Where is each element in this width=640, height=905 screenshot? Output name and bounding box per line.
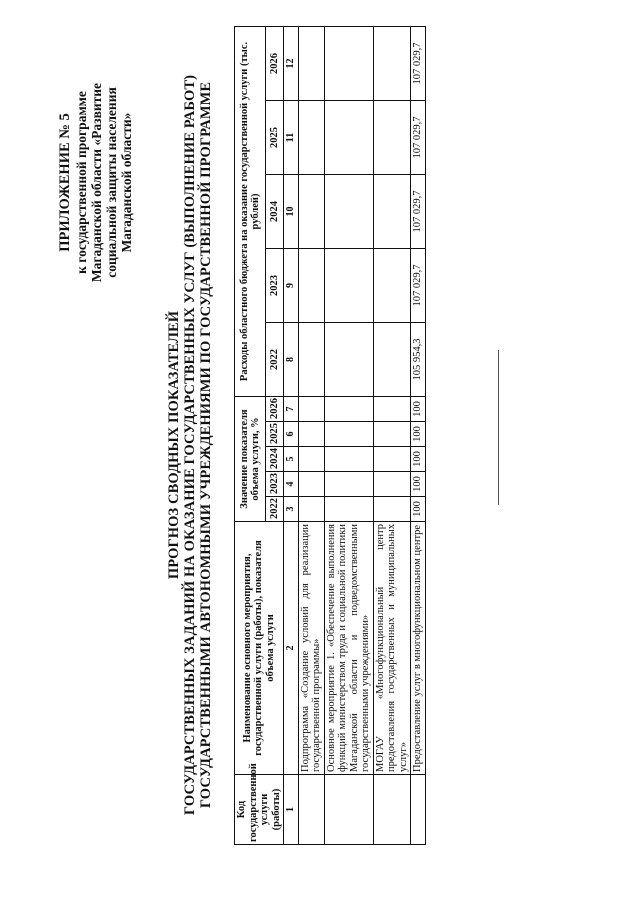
cell-volume	[373, 472, 411, 497]
table-row	[373, 26, 411, 844]
cell-volume	[298, 472, 324, 497]
cell-volume	[298, 497, 324, 522]
cell-volume	[324, 497, 373, 522]
header-volume-year: 2023	[266, 472, 284, 497]
header-volume: Значение показателя объема услуги, %	[235, 396, 266, 521]
title-line: ГОСУДАРСТВЕННЫМИ АВТОНОМНЫМИ УЧРЕЖДЕНИЯМИ ПО ГОСУДАРСТВЕННОЙ ПРОГРАММЕ	[198, 81, 214, 809]
column-index-row	[284, 26, 299, 844]
table-row	[324, 26, 373, 844]
cell-budget	[324, 26, 373, 100]
column-index: 3	[284, 497, 299, 522]
cell-name: Подпрограмма «Создание условий для реализации государственной программы»	[298, 522, 324, 775]
cell-volume: 100	[411, 447, 426, 472]
title-line: ПРОГНОЗ СВОДНЫХ ПОКАЗАТЕЛЕЙ	[166, 310, 182, 580]
cell-budget: 107 029,7	[411, 100, 426, 174]
column-index: 7	[284, 396, 299, 421]
column-index: 6	[284, 422, 299, 447]
header-budget-year: 2026	[266, 26, 284, 100]
column-index: 2	[284, 522, 299, 775]
column-index: 11	[284, 100, 299, 174]
column-index: 5	[284, 447, 299, 472]
cell-volume	[324, 447, 373, 472]
cell-volume: 100	[411, 497, 426, 522]
cell-volume	[373, 497, 411, 522]
header-volume-year: 2022	[266, 497, 284, 522]
cell-code	[411, 775, 426, 845]
cell-volume: 100	[411, 422, 426, 447]
cell-budget	[324, 100, 373, 174]
cell-volume	[324, 422, 373, 447]
header-budget-year: 2022	[266, 322, 284, 396]
cell-budget: 107 029,7	[411, 174, 426, 248]
header-name: Наименование основного мероприятия, государственной услуги (работы), показателя объема услуги	[235, 522, 284, 775]
cell-volume	[298, 447, 324, 472]
header-budget: Расходы областного бюджета на оказание государственной услуги (тыс. рублей)	[235, 26, 266, 396]
appendix-number: ПРИЛОЖЕНИЕ № 5	[57, 113, 73, 252]
title-line: ГОСУДАРСТВЕННЫХ ЗАДАНИЙ НА ОКАЗАНИЕ ГОСУДАРСТВЕННЫХ УСЛУГ (ВЫПОЛНЕНИЕ РАБОТ)	[182, 74, 198, 816]
cell-volume	[373, 422, 411, 447]
cell-budget: 107 029,7	[411, 26, 426, 100]
indicators-table	[234, 26, 426, 845]
cell-code	[324, 775, 373, 845]
cell-volume	[324, 396, 373, 421]
document-title	[166, 25, 214, 865]
cell-budget	[298, 248, 324, 322]
cell-budget	[373, 248, 411, 322]
cell-budget	[373, 100, 411, 174]
column-index: 12	[284, 26, 299, 100]
divider-line	[498, 350, 499, 505]
cell-name: Основное мероприятие 1. «Обеспечение выполнения функций министерством труда и социальной политики Магаданской области и подведомственными государственными учреждениями»	[324, 522, 373, 775]
cell-volume: 100	[411, 472, 426, 497]
cell-volume	[373, 396, 411, 421]
appendix-line: Магаданской области»	[119, 112, 134, 253]
appendix-block	[58, 25, 134, 340]
cell-budget	[298, 26, 324, 100]
cell-budget	[324, 322, 373, 396]
cell-volume: 100	[411, 396, 426, 421]
cell-name: Предоставление услуг в многофункциональном центре	[411, 522, 426, 775]
cell-code	[373, 775, 411, 845]
cell-volume	[373, 447, 411, 472]
column-index: 1	[284, 775, 299, 845]
cell-name: МОГАУ «Многофункциональный центр предоставления государственных и муниципальных услуг»	[373, 522, 411, 775]
header-volume-year: 2024	[266, 447, 284, 472]
cell-budget: 107 029,7	[411, 248, 426, 322]
cell-budget	[324, 174, 373, 248]
column-index: 4	[284, 472, 299, 497]
appendix-line: Магаданской области «Развитие	[89, 82, 104, 283]
header-code: Код государственной услуги (работы)	[235, 775, 284, 845]
column-index: 9	[284, 248, 299, 322]
cell-budget	[373, 322, 411, 396]
appendix-line: к государственной программе	[74, 91, 89, 274]
header-volume-year: 2026	[266, 396, 284, 421]
cell-volume	[298, 396, 324, 421]
column-index: 10	[284, 174, 299, 248]
header-budget-year: 2023	[266, 248, 284, 322]
cell-code	[298, 775, 324, 845]
column-index: 8	[284, 322, 299, 396]
cell-budget	[373, 174, 411, 248]
cell-budget	[298, 322, 324, 396]
cell-budget	[298, 100, 324, 174]
cell-budget	[298, 174, 324, 248]
header-budget-year: 2025	[266, 100, 284, 174]
table-row	[298, 26, 324, 844]
cell-budget	[324, 248, 373, 322]
header-budget-year: 2024	[266, 174, 284, 248]
appendix-line: социальной защиты населения	[104, 87, 119, 278]
cell-budget: 105 954,3	[411, 322, 426, 396]
cell-volume	[324, 472, 373, 497]
header-volume-year: 2025	[266, 422, 284, 447]
cell-budget	[373, 26, 411, 100]
table-row	[411, 26, 426, 844]
cell-volume	[298, 422, 324, 447]
